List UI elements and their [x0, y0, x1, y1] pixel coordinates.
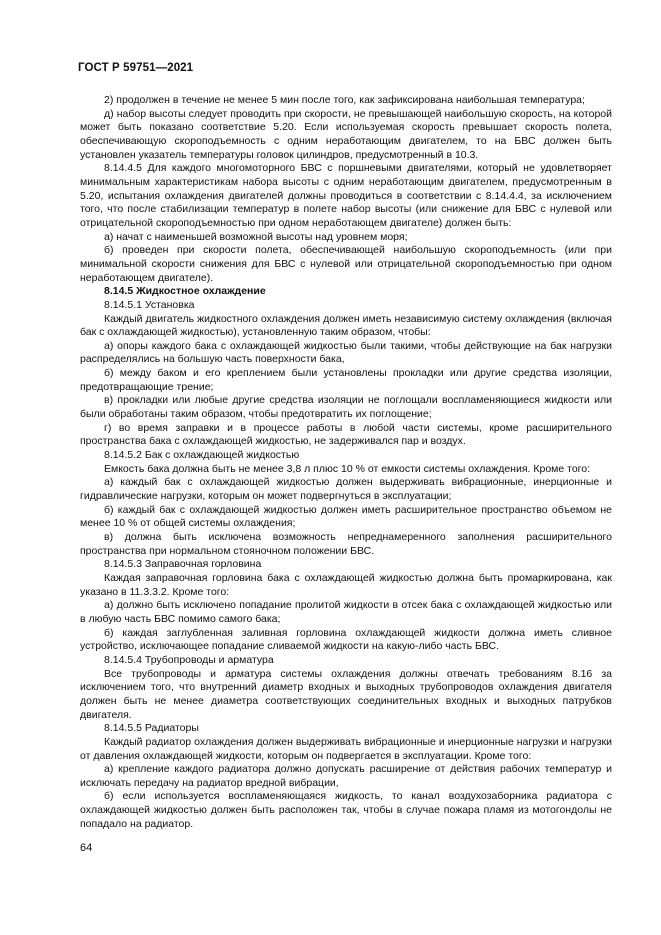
paragraph: Все трубопроводы и арматура системы охлаждения должны отвечать требованиям 8.16 за исключением того, что внутренний диаметр входных и выходных трубопроводов охлаждения двигателя должен быть не менее диаметра соответствующих соединительных входных и выходных патрубков двигателя.: [80, 667, 612, 721]
paragraph: б) если используется воспламеняющаяся жидкость, то канал воздухозаборника радиатора с охлаждающей жидкостью должен быть расположен так, чтобы в случае пожара пламя из мотогондолы не попадало на радиатор.: [80, 790, 612, 830]
paragraph: в) прокладки или любые другие средства изоляции не поглощали воспламеняющиеся жидкости или были обработаны таким образом, чтобы предотвратить их поглощение;: [80, 394, 612, 421]
page-number: 64: [80, 842, 93, 854]
paragraph: б) каждая заглубленная заливная горловина охлаждающей жидкости должна иметь сливное устройство, исключающее попадание сливаемой жидкости на какую-либо часть БВС.: [80, 626, 612, 653]
paragraph: Емкость бака должна быть не менее 3,8 л плюс 10 % от емкости системы охлаждения. Кроме того:: [104, 462, 591, 475]
document-header: ГОСТ Р 59751—2021: [78, 62, 194, 74]
paragraph: Каждый двигатель жидкостного охлаждения должен иметь независимую систему охлаждения (включая бак с охлаждающей жидкостью), установленную таким образом, чтобы:: [80, 312, 612, 339]
paragraph: г) во время заправки и в процессе работы в любой части системы, кроме расширительного пространства бака с охлаждающей жидкостью, не задерживался пар и воздух.: [80, 421, 612, 448]
paragraph: 8.14.4.5 Для каждого многомоторного БВС с поршневыми двигателями, который не удовлетворяет минимальным характеристикам набора высоты с одним неработающим двигателем, предусмотренным в 5.20, испытания охлаждения двигателей должны проводиться в соответствии с 8.14.4.4, за исключением того, что после стабилизации температур в полете набор высоты (или снижение для БВС с нулевой или отрицательной скороподъемностью при одном неработающем двигателе) должен быть:: [80, 162, 612, 229]
paragraph: а) опоры каждого бака с охлаждающей жидкостью были такими, чтобы действующие на бак нагрузки распределялись на большую часть поверхности бака,: [80, 339, 612, 366]
paragraph: б) проведен при скорости полета, обеспечивающей наибольшую скороподъемность (или при минимальной скорости снижения для БВС с нулевой или отрицательной скороподъемностью при одном неработающем двигателе).: [80, 244, 612, 284]
paragraph: а) начат с наименьшей возможной высоты над уровнем моря;: [104, 230, 408, 243]
paragraph: 8.14.5.4 Трубопроводы и арматура: [104, 653, 274, 666]
document-body: [80, 94, 612, 831]
paragraph: а) каждый бак с охлаждающей жидкостью должен выдерживать вибрационные, инерционные и гидравлические нагрузки, которым он может подвергнуться в эксплуатации;: [80, 476, 612, 503]
paragraph: д) набор высоты следует проводить при скорости, не превышающей наибольшую скорость, на которой может быть показано соответствие 5.20. Если используемая скорость превышает скорость полета, обеспечивающую скороподъемность с одним неработающим двигателем, то на БВС должен быть установлен указатель температуры головок цилиндров, предусмотренный в 10.3.: [80, 107, 612, 161]
paragraph: б) каждый бак с охлаждающей жидкостью должен иметь расширительное пространство объемом не менее 10 % от общей системы охлаждения;: [80, 503, 612, 530]
paragraph: а) должно быть исключено попадание пролитой жидкости в отсек бака с охлаждающей жидкостью или в любую часть БВС помимо самого бака;: [80, 599, 612, 625]
paragraph: 8.14.5.3 Заправочная горловина: [104, 558, 262, 571]
section-heading: 8.14.5 Жидкостное охлаждение: [104, 285, 266, 298]
paragraph: б) между баком и его креплением были установлены прокладки или другие средства изоляции, предотвращающие трение;: [80, 367, 612, 393]
paragraph: 2) продолжен в течение не менее 5 мин после того, как зафиксирована наибольшая температура;: [104, 94, 585, 106]
paragraph: Каждая заправочная горловина бака с охлаждающей жидкостью должна быть промаркирована, как указано в 11.3.3.2. Кроме того:: [80, 571, 612, 598]
paragraph: а) крепление каждого радиатора должно допускать расширение от действия рабочих температур и исключать передачу на радиатор вредной вибрации,: [80, 763, 612, 789]
paragraph: в) должна быть исключена возможность непреднамеренного заполнения расширительного пространства при нормальном стояночном положении БВС.: [80, 531, 612, 557]
paragraph: Каждый радиатор охлаждения должен выдерживать вибрационные и инерционные нагрузки и нагрузки от давления охлаждающей жидкости, которым он подвергается в эксплуатации. Кроме того:: [80, 735, 612, 762]
paragraph: 8.14.5.2 Бак с охлаждающей жидкостью: [104, 449, 300, 462]
paragraph: 8.14.5.5 Радиаторы: [104, 722, 199, 735]
paragraph: 8.14.5.1 Установка: [104, 298, 195, 311]
